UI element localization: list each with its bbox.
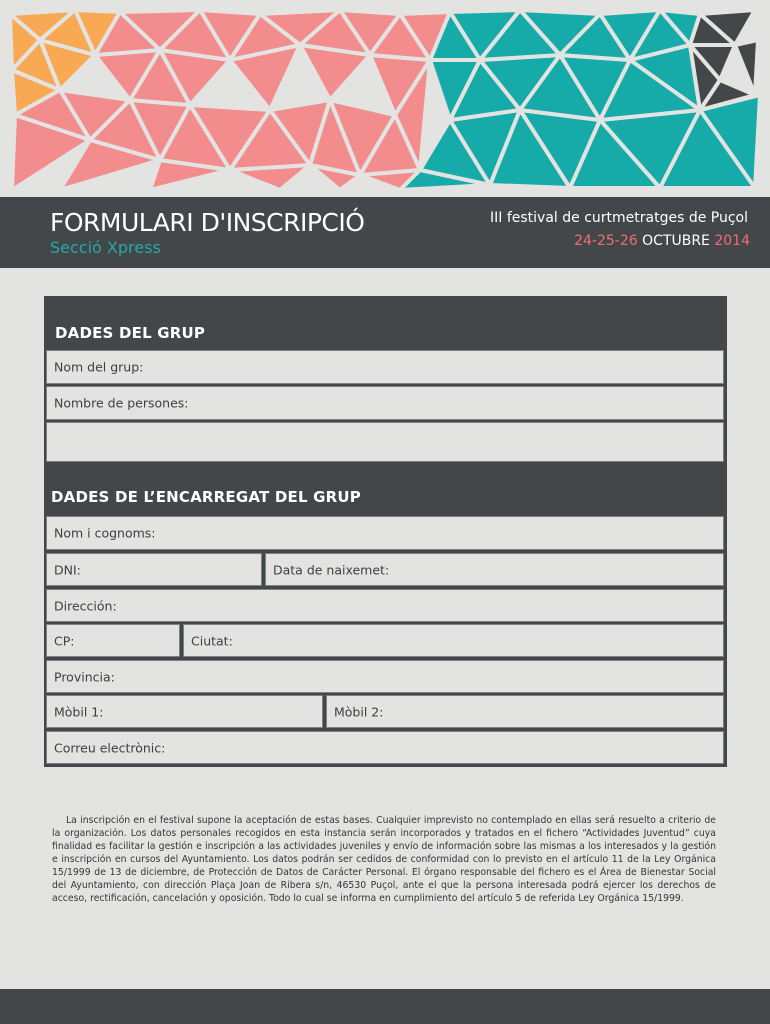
group-name-field[interactable] — [46, 350, 724, 384]
dni-label: DNI: — [54, 562, 81, 577]
address-field[interactable] — [46, 589, 724, 622]
footer-bar — [0, 989, 770, 1024]
form-subtitle: Secció Xpress — [50, 238, 161, 257]
people-count-field[interactable] — [46, 386, 724, 420]
province-label: Provincia: — [54, 669, 115, 684]
legal-notice: La inscripción en el festival supone la aceptación de estas bases. Cualquier imprevisto no contemplado en ellas será resuelto a criterio de la organización. Los datos personales recogidos en esta instancia serán incorporados y tratados en el fichero “Actividades Juventud” cuya finalidad es facilitar la gestión e inscripción a las actividades juveniles y envío de información sobre las mismas a los interesados y la gestión e inscripción en cursos del Ayuntamiento. Los datos podrán ser cedidos de conformidad con lo previsto en el artículo 11 de la Ley Orgánica 15/1999 de 13 de diciembre, de Protección de Datos de Carácter Personal. El órgano responsable del fichero es el Área de Bienestar Social del Ayuntamiento, con dirección Plaça Joan de Ribera s/n, 46530 Puçol, ante el que la persona interesada podrá ejercer los derechos de acceso, rectificación, cancelación y oposición. Todo lo cual se informa en cumplimiento del artículo 5 de referida Ley Orgánica 15/1999. — [52, 815, 716, 904]
postal-code-field[interactable] — [46, 624, 180, 657]
birth-date-field[interactable] — [265, 553, 724, 586]
decorative-triangle-mosaic — [0, 0, 770, 197]
festival-name: III festival de curtmetratges de Puçol — [489, 210, 748, 226]
festival-month: OCTUBRE — [642, 233, 710, 249]
header-banner — [0, 197, 770, 268]
festival-year: 2014 — [714, 233, 750, 249]
email-field[interactable] — [46, 731, 724, 764]
group-extra-field[interactable] — [46, 422, 724, 462]
city-field[interactable] — [183, 624, 724, 657]
form-title: FORMULARI D'INSCRIPCIÓ — [50, 208, 365, 237]
mobile1-label: Mòbil 1: — [54, 704, 104, 719]
birth-date-label: Data de naixemet: — [273, 562, 390, 577]
full-name-field[interactable] — [46, 516, 724, 550]
manager-section-heading: DADES DE L’ENCARREGAT DEL GRUP — [51, 488, 361, 506]
festival-dates — [574, 233, 750, 249]
full-name-label: Nom i cognoms: — [54, 525, 156, 541]
postal-code-label: CP: — [54, 633, 75, 648]
group-section-heading: DADES DEL GRUP — [55, 324, 206, 342]
mobile2-label: Mòbil 2: — [334, 704, 384, 719]
city-label: Ciutat: — [191, 633, 233, 648]
festival-days: 24-25-26 — [574, 233, 638, 249]
group-name-label: Nom del grup: — [54, 359, 144, 375]
email-label: Correu electrònic: — [54, 740, 166, 755]
registration-form — [44, 296, 727, 767]
province-field[interactable] — [46, 660, 724, 693]
address-label: Dirección: — [54, 598, 117, 613]
mobile1-field[interactable] — [46, 695, 323, 728]
dni-field[interactable] — [46, 553, 262, 586]
mobile2-field[interactable] — [326, 695, 724, 728]
people-count-label: Nombre de persones: — [54, 395, 189, 411]
